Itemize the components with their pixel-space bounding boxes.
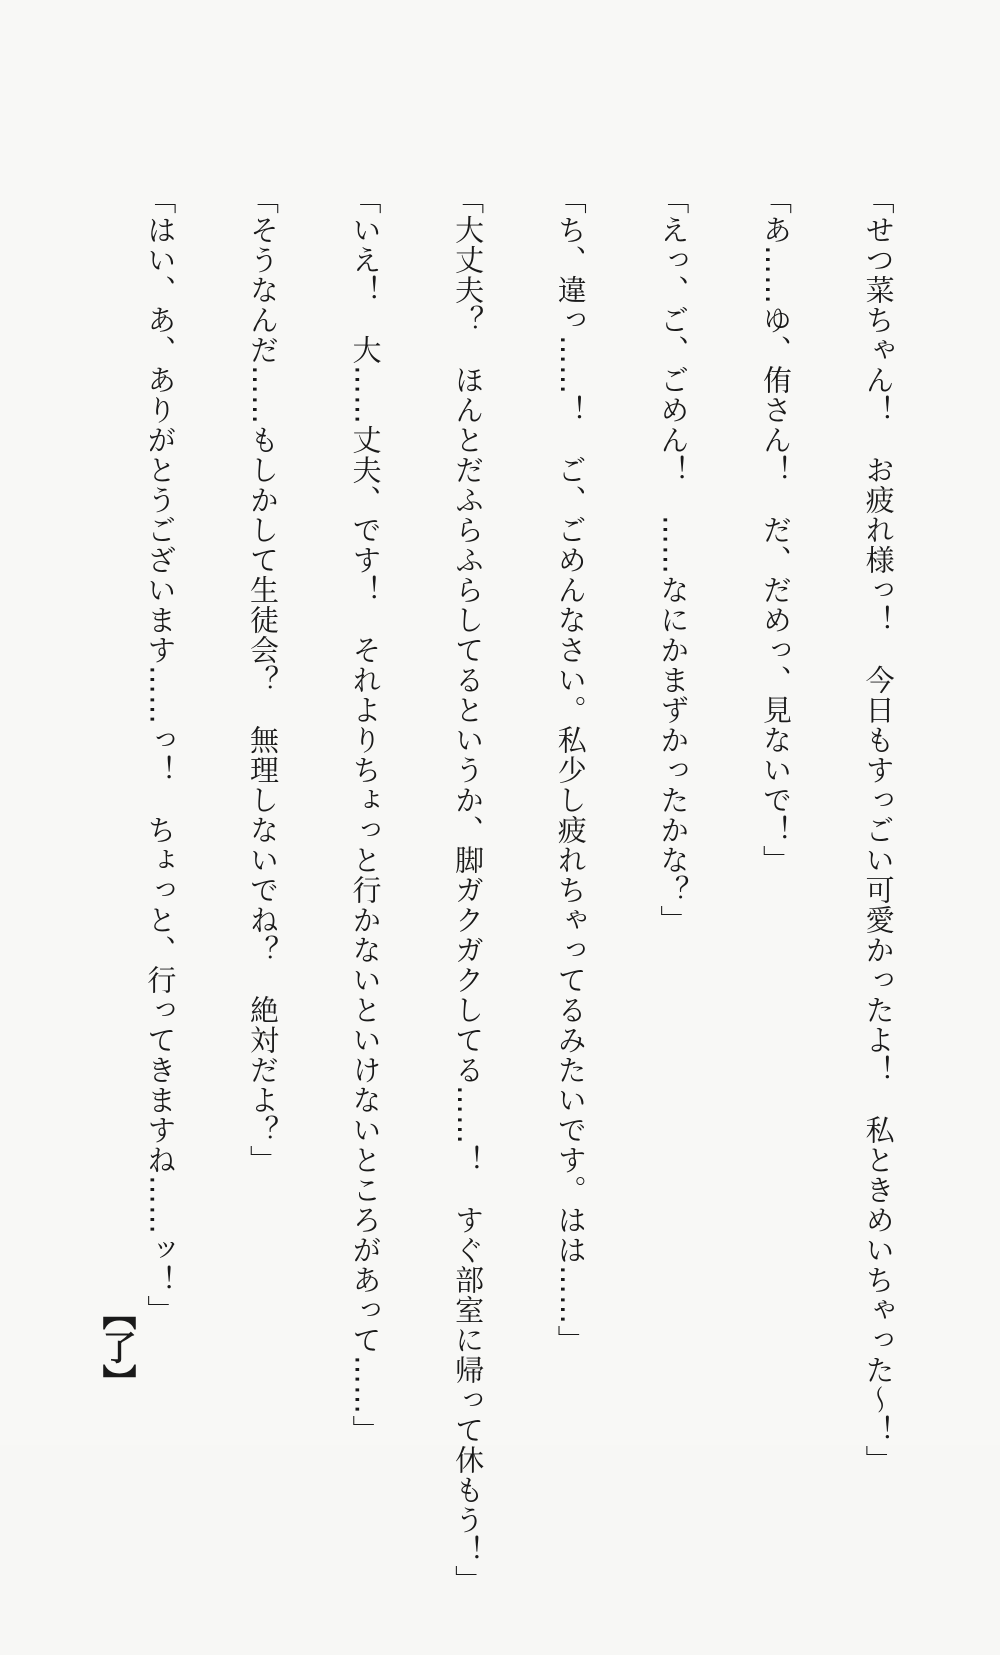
text-line-5: 「大丈夫？ ほんとだふらふらしてるというか、脚ガクガクしてる……！ すぐ部室に帰って休もう！」: [451, 185, 486, 1595]
text-line-8: 「はい、あ、ありがとうございます……っ！ ちょっと、行ってきますね……ッ！」: [143, 185, 178, 1325]
blank-line: [41, 185, 75, 1415]
end-mark: 【了】: [96, 1296, 136, 1398]
text-line-2: 「あ……ゆ、侑さん！ だ、だめっ、見ないで！」: [758, 185, 793, 875]
text-line-7: 「そうなんだ……もしかして生徒会？ 無理しないでね？ 絶対だよ？」: [245, 185, 280, 1175]
text-line-6: 「いえ！ 大……丈夫、です！ それよりちょっと行かないといけないところがあって……」: [348, 185, 383, 1445]
text-line-4: 「ち、違っ……！ ご、ごめんなさい。私少し疲れちゃってるみたいです。はは……」: [553, 185, 588, 1355]
vertical-text-block: [0, 185, 964, 1595]
text-line-3: 「えっ、ご、ごめん！ ……なにかまずかったかな？」: [656, 185, 691, 935]
text-line-1: 「せつ菜ちゃん！ お疲れ様っ！ 今日もすっごい可愛かったよ！ 私ときめいちゃった〜！」: [861, 185, 896, 1475]
